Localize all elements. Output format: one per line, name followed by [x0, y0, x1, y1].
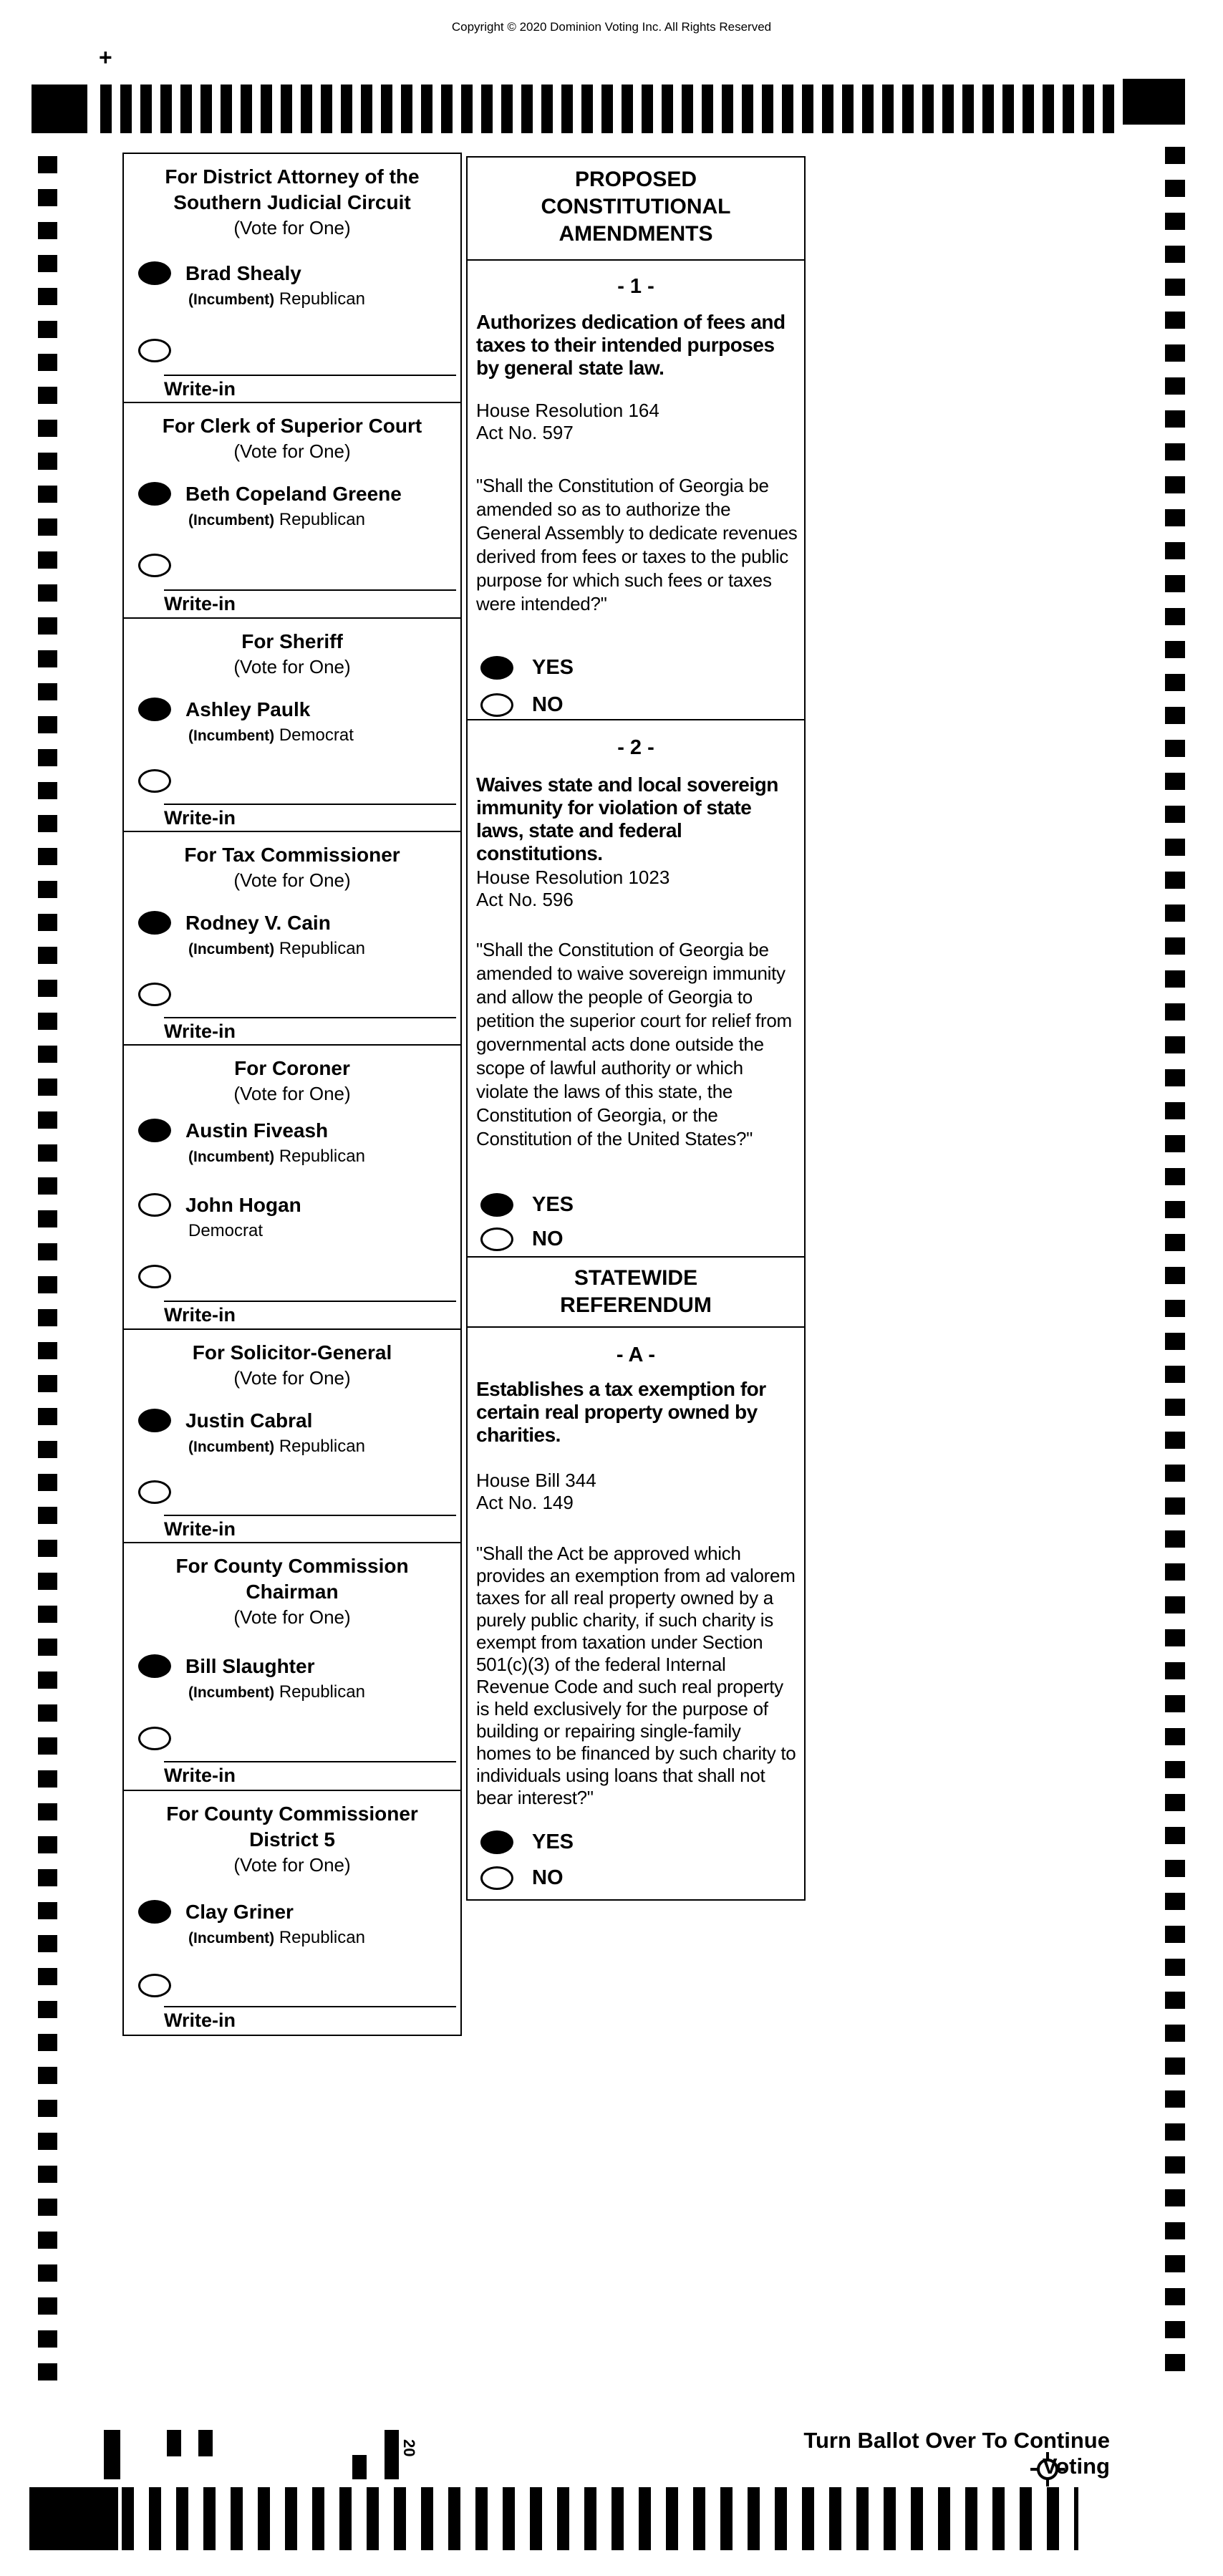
- choice-oval[interactable]: [138, 1193, 171, 1217]
- stub-barcode-bar: [385, 2430, 399, 2479]
- party-label: Republican: [279, 289, 365, 309]
- measure-question: "Shall the Constitution of Georgia be amended to waive sovereign immunity and allow the people of Georgia to petition the superior court for relief from governmental acts done outside the scope of lawful authority or which violate the laws of this state, the Constitution of Georgia, or the Constitution of the United States?": [476, 939, 792, 1149]
- vote-for-instruction: (Vote for One): [233, 1367, 351, 1389]
- write-in-label: Write-in: [164, 2010, 236, 2031]
- candidate-row: [138, 1119, 455, 1167]
- candidate-info: [185, 1193, 301, 1241]
- candidate-name: Brad Shealy: [185, 262, 301, 284]
- candidate-name: Clay Griner: [185, 1901, 294, 1923]
- vote-for-instruction: (Vote for One): [233, 1854, 351, 1876]
- candidate-info: [185, 1900, 365, 1949]
- candidate-row: [138, 261, 455, 310]
- amendment-1: [466, 259, 806, 720]
- write-in-label: Write-in: [164, 593, 236, 614]
- registration-target-icon: [1028, 2450, 1067, 2492]
- choice-oval-write-in[interactable]: [138, 1727, 171, 1750]
- candidate-party-line: [188, 1221, 301, 1241]
- vote-for-instruction: (Vote for One): [233, 440, 351, 462]
- registration-plus-mark: +: [99, 44, 112, 70]
- contest-title-line: For Tax Commissioner: [184, 844, 400, 866]
- yes-label: YES: [532, 656, 574, 679]
- timing-marks-left-column: [38, 156, 57, 2380]
- candidate-name: Austin Fiveash: [185, 1119, 329, 1142]
- write-in-label: Write-in: [164, 1021, 236, 1042]
- candidate-row: [138, 1409, 455, 1457]
- amendment-2: [466, 719, 806, 1258]
- timing-mark-block-top-right: [1123, 79, 1185, 125]
- measure-number: - 2 -: [617, 736, 654, 759]
- candidate-party-line: [188, 1682, 365, 1703]
- header-line: STATEWIDE: [574, 1266, 698, 1290]
- choice-oval-write-in[interactable]: [138, 554, 171, 577]
- measure-authority: [476, 867, 669, 911]
- write-in-area[interactable]: [164, 1761, 456, 1787]
- yes-choice-row: [480, 1830, 574, 1854]
- incumbent-label: (Incumbent): [188, 1149, 275, 1165]
- candidate-party-line: [188, 939, 365, 960]
- candidate-party-line: [188, 1147, 365, 1167]
- incumbent-label: (Incumbent): [188, 1930, 275, 1947]
- choice-oval-write-in[interactable]: [138, 1480, 171, 1504]
- authority-line: Act No. 597: [476, 422, 574, 443]
- choice-oval[interactable]: [480, 1227, 513, 1251]
- header-line: REFERENDUM: [560, 1293, 712, 1317]
- party-label: Republican: [279, 1147, 365, 1166]
- choice-oval-filled[interactable]: [138, 1409, 171, 1432]
- candidate-party-line: [188, 289, 365, 310]
- write-in-area[interactable]: [164, 375, 456, 400]
- choice-oval-write-in[interactable]: [138, 983, 171, 1006]
- contest-district-attorney: [122, 153, 462, 403]
- candidate-name: Justin Cabral: [185, 1409, 313, 1432]
- contest-title-line: For Coroner: [234, 1057, 350, 1079]
- write-in-area[interactable]: [164, 589, 456, 615]
- contest-title: [124, 619, 460, 655]
- amendments-header: [468, 158, 804, 248]
- amendments-header-box: [466, 156, 806, 261]
- measures-column: [466, 156, 806, 1901]
- stub-barcode-bar: [352, 2455, 367, 2479]
- measure-question: "Shall the Act be approved which provides an exemption from ad valorem taxes for all real property owned by a purely public charity, if such charity is exempt from taxation under Section 501(c)(3) of the federal Internal Revenue Code and such real property is held exclusively for the purpose of building or repairing single-family homes to be financed by such charity to individuals using loans that shall not bear interest?": [476, 1543, 796, 1808]
- contest-title-line: For District Attorney of the: [165, 165, 420, 188]
- candidate-info: [185, 698, 354, 746]
- authority-line: House Resolution 1023: [476, 867, 670, 888]
- incumbent-label: (Incumbent): [188, 512, 275, 529]
- stub-barcode-bar: [167, 2430, 181, 2456]
- authority-line: House Bill 344: [476, 1470, 596, 1491]
- candidate-name: Bill Slaughter: [185, 1655, 315, 1677]
- choice-oval-filled[interactable]: [138, 1119, 171, 1142]
- contest-column: [122, 153, 462, 2036]
- choice-oval-filled[interactable]: [480, 656, 513, 680]
- measure-question: "Shall the Constitution of Georgia be amended so as to authorize the General Assembly to dedicate revenues derived from fees or taxes to the public purpose for which such fees or taxes were intended?": [476, 475, 798, 614]
- contest-title-line: For Sheriff: [241, 630, 343, 652]
- contest-title: [124, 1330, 460, 1366]
- measure-authority: [476, 1470, 596, 1514]
- write-in-area[interactable]: [164, 804, 456, 829]
- party-label: Republican: [279, 1928, 365, 1947]
- vote-for-instruction: (Vote for One): [233, 869, 351, 891]
- yes-label: YES: [532, 1193, 574, 1216]
- party-label: Republican: [279, 1437, 365, 1456]
- candidate-info: [185, 1409, 365, 1457]
- authority-line: Act No. 149: [476, 1492, 574, 1513]
- stub-barcode-bar: [104, 2430, 120, 2479]
- header-line: AMENDMENTS: [559, 222, 713, 246]
- choice-oval-write-in[interactable]: [138, 769, 171, 793]
- vote-for-instruction: (Vote for One): [233, 1606, 351, 1628]
- contest-title: [124, 403, 460, 439]
- choice-oval-filled[interactable]: [138, 911, 171, 935]
- incumbent-label: (Incumbent): [188, 291, 275, 308]
- vote-for-instruction: (Vote for One): [233, 656, 351, 677]
- choice-oval-filled[interactable]: [480, 1193, 513, 1217]
- choice-oval-filled[interactable]: [138, 261, 171, 285]
- contest-title-line: For Solicitor-General: [192, 1341, 392, 1364]
- timing-marks-right-column: [1165, 147, 1185, 2374]
- referendum-a: [466, 1326, 806, 1901]
- referendum-header: [468, 1258, 804, 1319]
- candidate-info: [185, 1654, 365, 1703]
- choice-oval-filled[interactable]: [138, 698, 171, 721]
- candidate-party-line: [188, 1928, 365, 1949]
- incumbent-label: (Incumbent): [188, 1439, 275, 1455]
- vote-for-instruction: (Vote for One): [233, 1083, 351, 1104]
- contest-sheriff: [122, 617, 462, 832]
- timing-mark-block-top-left: [32, 85, 87, 133]
- write-in-area[interactable]: [164, 1515, 456, 1540]
- choice-oval-filled[interactable]: [480, 1830, 513, 1854]
- choice-oval-filled[interactable]: [138, 482, 171, 506]
- write-in-area[interactable]: [164, 1301, 456, 1326]
- write-in-label: Write-in: [164, 807, 236, 829]
- candidate-name: Rodney V. Cain: [185, 912, 331, 934]
- authority-line: Act No. 596: [476, 889, 574, 910]
- candidate-party-line: [188, 1437, 365, 1457]
- write-in-area[interactable]: [164, 2006, 456, 2032]
- candidate-party-line: [188, 510, 402, 531]
- incumbent-label: (Incumbent): [188, 941, 275, 957]
- contest-commission-chairman: [122, 1542, 462, 1791]
- no-label: NO: [532, 1227, 564, 1250]
- measure-number: - 1 -: [617, 275, 654, 298]
- contest-clerk-superior-court: [122, 402, 462, 619]
- choice-oval-filled[interactable]: [138, 1654, 171, 1678]
- contest-title: [124, 832, 460, 868]
- write-in-area[interactable]: [164, 1017, 456, 1043]
- authority-line: House Resolution 164: [476, 400, 659, 421]
- candidate-name: Ashley Paulk: [185, 698, 311, 720]
- write-in-label: Write-in: [164, 1304, 236, 1326]
- contest-title-line: For County Commissioner: [166, 1803, 418, 1825]
- choice-oval-write-in[interactable]: [138, 1974, 171, 1997]
- contest-title: [124, 1046, 460, 1081]
- measure-summary: Authorizes dedication of fees and taxes to their intended purposes by general state law.: [476, 311, 785, 379]
- contest-title: [124, 1791, 460, 1853]
- contest-title: [124, 154, 460, 216]
- no-label: NO: [532, 1866, 564, 1889]
- candidate-info: [185, 482, 402, 531]
- contest-solicitor-general: [122, 1328, 462, 1543]
- copyright-notice: Copyright © 2020 Dominion Voting Inc. All Rights Reserved: [451, 20, 772, 34]
- header-line: PROPOSED: [574, 168, 697, 191]
- candidate-row: [138, 1193, 455, 1241]
- referendum-header-box: [466, 1256, 806, 1328]
- contest-title-line: For Clerk of Superior Court: [162, 415, 422, 437]
- candidate-info: [185, 1119, 365, 1167]
- candidate-row: [138, 482, 455, 531]
- party-label: Democrat: [279, 725, 354, 745]
- timing-marks-top-row: [100, 85, 1120, 133]
- party-label: Democrat: [188, 1221, 264, 1240]
- header-line: CONSTITUTIONAL: [541, 195, 731, 218]
- choice-oval[interactable]: [480, 1866, 513, 1890]
- choice-oval-write-in[interactable]: [138, 339, 171, 362]
- candidate-name: John Hogan: [185, 1194, 301, 1216]
- timing-marks-bottom-row: [122, 2487, 1078, 2550]
- no-label: NO: [532, 693, 564, 716]
- write-in-label: Write-in: [164, 1765, 236, 1786]
- candidate-row: [138, 1654, 455, 1703]
- yes-label: YES: [532, 1830, 574, 1853]
- contest-commissioner-district-5: [122, 1790, 462, 2036]
- choice-oval-write-in[interactable]: [138, 1265, 171, 1288]
- yes-choice-row: [480, 1193, 574, 1217]
- choice-oval-filled[interactable]: [138, 1900, 171, 1924]
- measure-authority: [476, 400, 659, 444]
- no-choice-row: [480, 1227, 564, 1251]
- contest-title-line: Chairman: [246, 1581, 339, 1603]
- choice-oval[interactable]: [480, 693, 513, 717]
- stub-number: 20: [400, 2439, 418, 2457]
- stub-barcode-bar: [198, 2430, 213, 2456]
- contest-title: [124, 1543, 460, 1605]
- measure-number: - A -: [616, 1344, 656, 1366]
- no-choice-row: [480, 1866, 564, 1890]
- candidate-info: [185, 261, 365, 310]
- write-in-label: Write-in: [164, 378, 236, 400]
- candidate-party-line: [188, 725, 354, 746]
- no-choice-row: [480, 693, 564, 717]
- contest-title-line: For County Commission: [175, 1555, 409, 1577]
- party-label: Republican: [279, 1682, 365, 1702]
- candidate-row: [138, 698, 455, 746]
- incumbent-label: (Incumbent): [188, 728, 275, 744]
- candidate-name: Beth Copeland Greene: [185, 483, 402, 505]
- turn-ballot-over-instruction: Turn Ballot Over To Continue Voting: [803, 2428, 1110, 2479]
- write-in-label: Write-in: [164, 1518, 236, 1540]
- contest-coroner: [122, 1044, 462, 1330]
- vote-for-instruction: (Vote for One): [233, 217, 351, 238]
- party-label: Republican: [279, 510, 365, 529]
- incumbent-label: (Incumbent): [188, 1684, 275, 1701]
- measure-summary: Waives state and local sovereign immunity for violation of state laws, state and federal constitutions.: [476, 773, 778, 864]
- candidate-row: [138, 1900, 455, 1949]
- candidate-info: [185, 911, 365, 960]
- contest-title-line: District 5: [249, 1828, 335, 1851]
- candidate-row: [138, 911, 455, 960]
- timing-mark-block-bottom-left: [29, 2487, 118, 2550]
- contest-title-line: Southern Judicial Circuit: [173, 191, 411, 213]
- measure-summary: Establishes a tax exemption for certain real property owned by charities.: [476, 1378, 766, 1446]
- yes-choice-row: [480, 656, 574, 680]
- party-label: Republican: [279, 939, 365, 958]
- contest-tax-commissioner: [122, 831, 462, 1046]
